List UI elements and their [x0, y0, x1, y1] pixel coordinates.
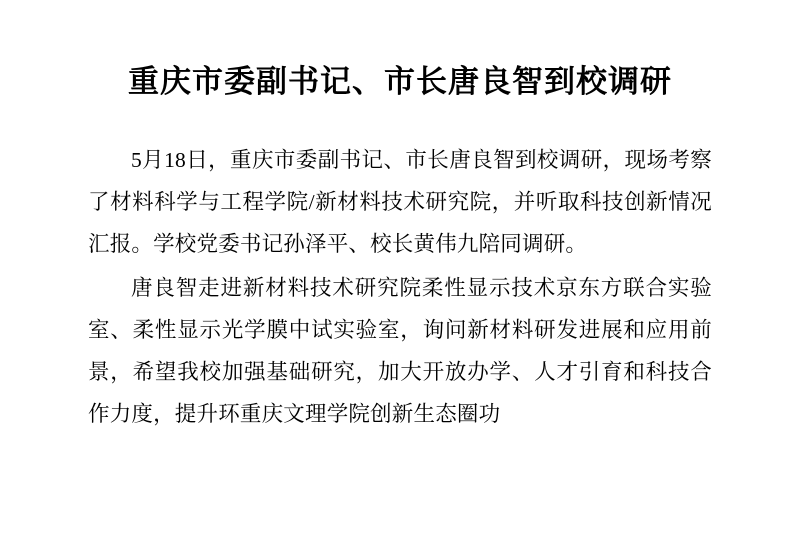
paragraph: 唐良智走进新材料技术研究院柔性显示技术京东方联合实验室、柔性显示光学膜中试实验室，询问新材料研发进展和应用前景，希望我校加强基础研究，加大开放办学、人才引育和科技合作力度，提升环重庆文理学院创新生态圈功: [88, 276, 712, 426]
page-title: 重庆市委副书记、市长唐良智到校调研: [128, 64, 672, 99]
paragraph: 5月18日，重庆市委副书记、市长唐良智到校调研，现场考察了材料科学与工程学院/新材料技术研究院，并听取科技创新情况汇报。学校党委书记孙泽平、校长黄伟九陪同调研。: [88, 148, 712, 257]
document-body: [88, 140, 712, 435]
